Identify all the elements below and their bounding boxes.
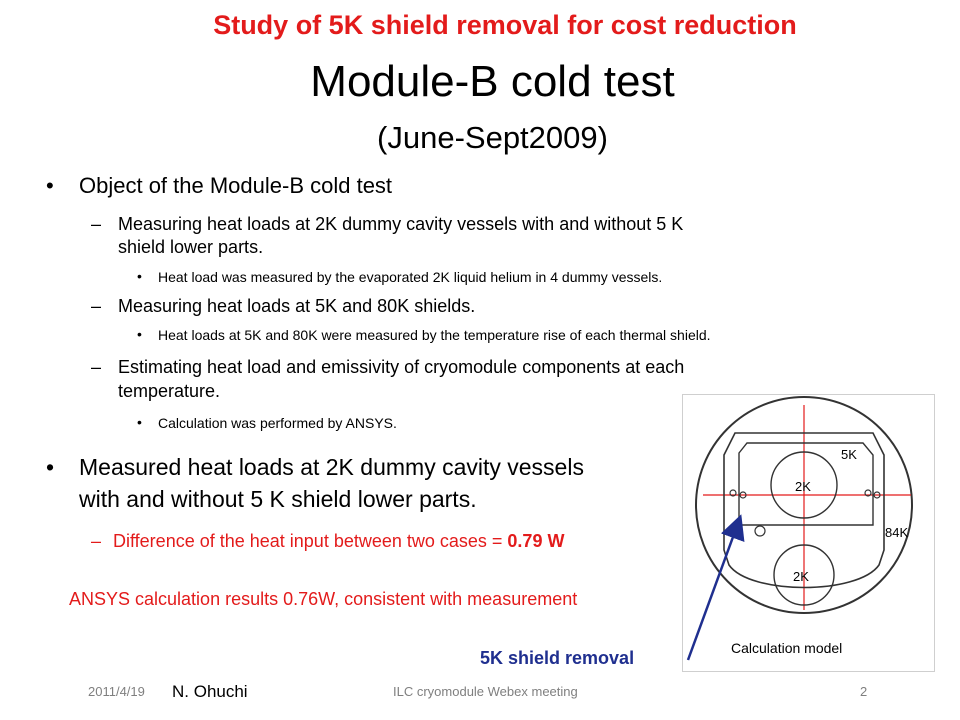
subtitle: (June-Sept2009) — [377, 120, 608, 155]
section2-line2: with and without 5 K shield lower parts. — [79, 486, 477, 512]
shield-removal-callout: 5K shield removal — [480, 648, 635, 668]
label-2k-top: 2K — [795, 479, 811, 494]
s1-item2-sub: Heat loads at 5K and 80K were measured by the temperature rise of each thermal shield. — [158, 327, 711, 343]
bullet-dot-icon: • — [137, 326, 142, 342]
s1-item3-line1: Estimating heat load and emissivity of cryomodule components at each — [118, 357, 685, 377]
section2-item — [113, 530, 564, 552]
label-2k-bottom: 2K — [793, 569, 809, 584]
footer-page-number: 2 — [860, 684, 868, 699]
footer-author: N. Ohuchi — [172, 682, 248, 701]
dash-icon: – — [91, 357, 102, 377]
ansys-note: ANSYS calculation results 0.76W, consistent with measurement — [69, 589, 578, 609]
bullet-dot-icon: • — [137, 414, 142, 430]
s1-item2: Measuring heat loads at 5K and 80K shields. — [118, 296, 476, 316]
callout-arrow-icon — [670, 500, 760, 670]
top-title: Study of 5K shield removal for cost reduction — [213, 10, 797, 40]
dash-icon: – — [91, 296, 102, 316]
s1-item1-line1: Measuring heat loads at 2K dummy cavity vessels with and without 5 K — [118, 214, 684, 234]
footer-meeting: ILC cryomodule Webex meeting — [393, 684, 578, 699]
section2-line1: Measured heat loads at 2K dummy cavity vessels — [79, 454, 584, 480]
dash-icon: – — [91, 214, 102, 234]
bullet-dot-icon: • — [46, 173, 54, 198]
s1-item1-sub: Heat load was measured by the evaporated 2K liquid helium in 4 dummy vessels. — [158, 269, 663, 285]
s1-item1-line2: shield lower parts. — [118, 237, 264, 257]
difference-text: Difference of the heat input between two cases = — [113, 531, 508, 551]
footer-date: 2011/4/19 — [88, 684, 145, 699]
bullet-dot-icon: • — [137, 268, 142, 284]
label-84k: 84K — [885, 525, 909, 540]
s1-item3-line2: temperature. — [118, 381, 221, 401]
diagram-caption: Calculation model — [731, 640, 843, 656]
label-5k: 5K — [841, 447, 857, 462]
s1-item3-sub: Calculation was performed by ANSYS. — [158, 415, 397, 431]
bullet-dot-icon: • — [46, 454, 55, 480]
difference-value: 0.79 W — [507, 531, 565, 551]
section1-title: Object of the Module-B cold test — [79, 173, 393, 198]
main-title: Module-B cold test — [310, 57, 675, 106]
dash-icon: – — [91, 531, 102, 551]
